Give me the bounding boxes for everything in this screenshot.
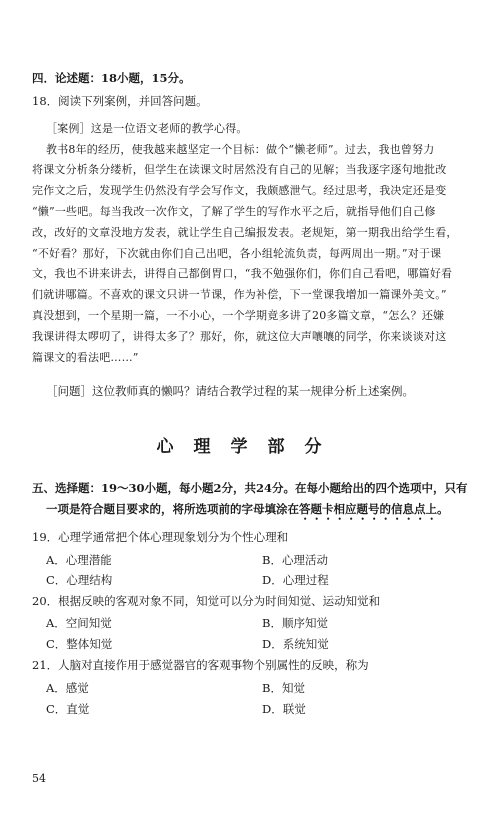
heading-text: 一项是符合题目要求的，将所选项前的字母填涂在	[46, 502, 299, 516]
option-b: B．知觉	[262, 681, 305, 695]
section-5-heading: 五、选择题：19～30小题，每小题2分，共24分。在每小题给出的四个选项中，只有	[32, 481, 468, 495]
heading-text-end: 。	[437, 502, 449, 516]
option-a: A．空间知觉	[46, 616, 112, 630]
section-5-heading-cont	[46, 501, 449, 523]
case-line: 我课讲得太啰叨了，讲得太多了？那好，你，就这位大声嚷嚷的同学，你来谈谈对这	[32, 330, 447, 343]
case-line: 完作文之后，发现学生仍然没有学会写作文，我颇感泄气。经过思考，我决定还是变	[32, 184, 447, 197]
question-stem: 20．根据反映的客观对象不同，知觉可以分为时间知觉、运动知觉和	[32, 594, 381, 608]
case-line: 教书8年的经历，使我越来越坚定一个目标：做个“懒老师”。过去，我也曾努力	[46, 143, 435, 156]
case-line: 改，改好的文章没地方发表，就让学生自己编报发表。老规矩，第一期我出给学生看，	[32, 226, 458, 239]
question-stem: 19．心理学通常把个体心理现象划分为个性心理和	[32, 530, 289, 544]
question-18-problem: ［问题］这位教师真的懒吗？请结合教学过程的某一规律分析上述案例。	[46, 384, 414, 398]
option-b: B．顺序知觉	[262, 616, 328, 630]
option-d: D．联觉	[262, 702, 306, 716]
case-line: “懒”一些吧。每当我改一次作文，了解了学生的写作水平之后，就指导他们自己修	[32, 205, 436, 218]
case-line: 们就讲哪篇。不喜欢的课文只讲一节课，作为补偿，下一堂课我增加一篇课外美文。”	[32, 288, 447, 301]
option-d: D．系统知觉	[262, 637, 329, 651]
emphasized-text: 答题卡相应题号的信息点上	[299, 502, 437, 516]
case-line: 文，我也不讲来讲去，讲得自己都倒胃口，“我不勉强你们，你们自己看吧，哪篇好看	[32, 267, 453, 280]
option-a: A．心理潜能	[46, 553, 112, 567]
section-4-heading: 四．论述题：18小题，15分。	[32, 71, 191, 85]
option-d: D．心理过程	[262, 573, 329, 587]
question-18-stem: 18．阅读下列案例，并回答问题。	[32, 94, 208, 108]
case-line: ［案例］这是一位语文老师的教学心得。	[46, 122, 248, 135]
option-a: A．感觉	[46, 681, 89, 695]
question-stem: 21．人脑对直接作用于感觉器官的客观事物个别属性的反映，称为	[32, 658, 369, 672]
case-line: “不好看？那好，下次就由你们自己出吧，各小组轮流负责，每两周出一期。”对于课	[32, 247, 442, 260]
page-number: 54	[32, 772, 46, 785]
case-line: 真没想到，一个星期一篇，一不小心，一个学期竟多讲了20多篇文章，“怎么？还嫌	[32, 309, 445, 322]
option-b: B．心理活动	[262, 553, 328, 567]
option-c: C．整体知觉	[46, 637, 113, 651]
case-line: 篇课文的看法吧……”	[32, 351, 139, 364]
option-c: C．直觉	[46, 702, 90, 716]
case-line: 将课文分析条分缕析，但学生在读课文时居然没有自己的见解；当我逐字逐句地批改	[32, 163, 447, 176]
option-c: C．心理结构	[46, 573, 113, 587]
part-title: 心理学部分	[156, 437, 342, 457]
